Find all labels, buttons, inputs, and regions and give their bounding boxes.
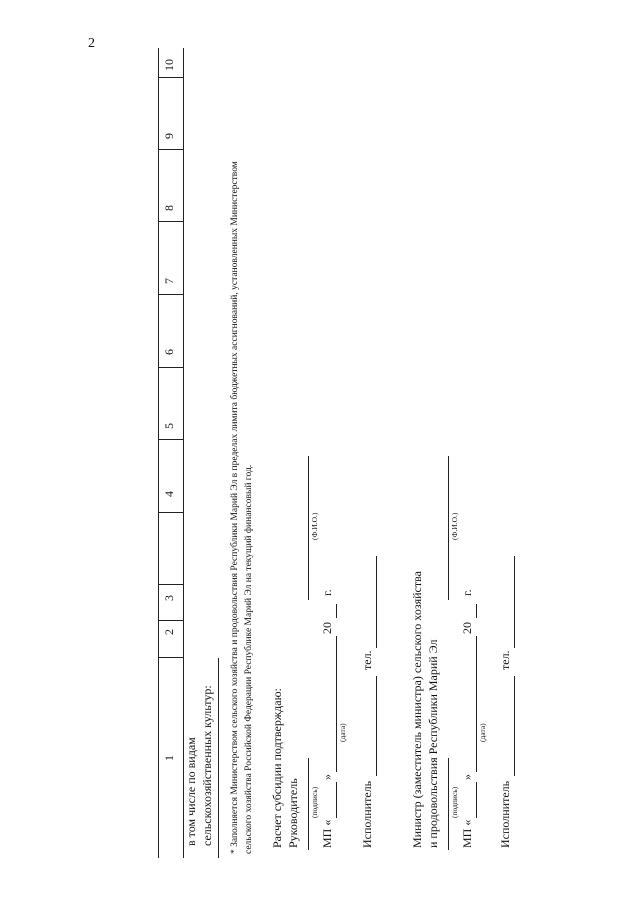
table-divider [158,584,183,585]
page-number: 2 [88,36,95,51]
table-divider [158,77,183,78]
mp-quote: » [460,774,474,780]
table-divider [158,657,183,658]
column-number: 4 [162,491,176,497]
block-heading: Расчет субсидии подтверждаю: [270,688,284,848]
signature-hint: (подпись) [310,786,319,818]
row-label-line: сельскохозяйственных культур: [200,685,214,846]
column-number: 3 [162,595,176,601]
fio-line [308,456,309,600]
row-bottom-border [218,658,219,858]
year-suffix: г. [320,589,334,596]
executor-line [514,676,515,776]
table-divider [158,149,183,150]
table-divider [158,439,183,440]
column-number: 5 [162,423,176,429]
executor-line [376,676,377,776]
column-number: 1 [162,755,176,761]
phone-line [514,556,515,648]
table-divider [158,620,183,621]
year-line [476,604,477,618]
rotated-page-content [148,48,639,858]
phone-line [376,556,377,648]
footnote-line: * Заполняется Министерством сельского хозяйства и продовольствия Республики Марий Эл в пределах лимита бюджетных ассигнований, установленных Министерством [230,161,240,854]
fio-hint: (Ф.И.О.) [450,512,459,540]
phone-label: тел. [360,650,374,670]
table-divider [158,294,183,295]
year-line [336,604,337,618]
table-divider [158,512,183,513]
day-line [476,782,477,818]
year-suffix: г. [460,589,474,596]
column-number: 10 [162,59,176,71]
footnote-line: сельского хозяйства Российской Федерации Республике Марий Эл на текущий финансовый год. [244,464,254,854]
date-hint: (дата) [338,723,347,742]
block-heading: и продовольствия Республики Марий Эл [426,639,440,848]
year-label: 20 [460,622,474,634]
signature-line [308,758,309,850]
column-number: 6 [162,349,176,355]
mp-label: МП « [460,819,474,848]
executor-label: Исполнитель [360,780,374,848]
column-number: 8 [162,205,176,211]
year-label: 20 [320,622,334,634]
mp-label: МП « [320,819,334,848]
signature-hint: (подпись) [450,786,459,818]
month-line [476,636,477,772]
table-divider [158,367,183,368]
row-label-line: в том числе по видам [184,737,198,846]
month-line [336,636,337,772]
day-line [336,782,337,818]
date-hint: (дата) [478,723,487,742]
block-heading: Руководитель [286,778,300,848]
signature-line [448,758,449,850]
fio-line [448,456,449,600]
executor-label: Исполнитель [498,780,512,848]
phone-label: тел. [498,650,512,670]
fio-hint: (Ф.И.О.) [310,512,319,540]
table-top-border [158,48,159,858]
block-heading: Министр (заместитель министра) сельского хозяйства [410,571,424,848]
column-number: 2 [162,629,176,635]
table-divider [158,221,183,222]
column-number: 9 [162,133,176,139]
mp-quote: » [320,774,334,780]
column-number: 7 [162,278,176,284]
